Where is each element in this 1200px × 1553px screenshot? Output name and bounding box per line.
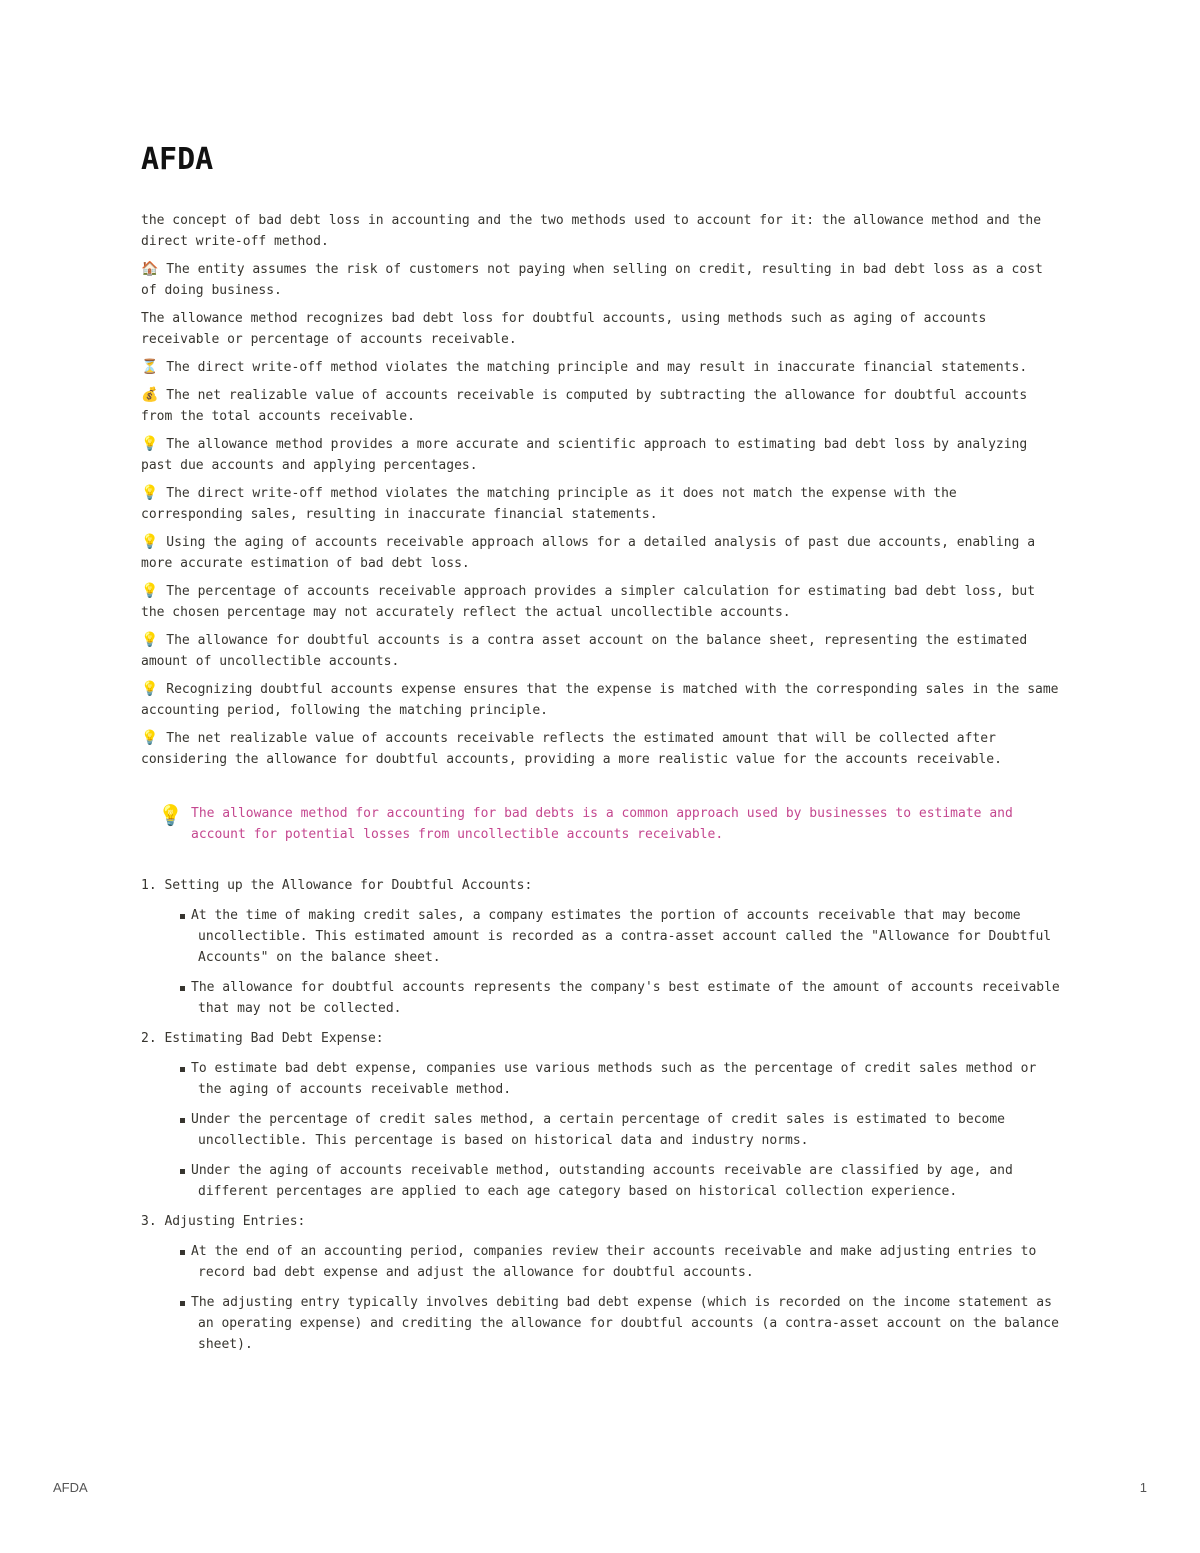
document-body xyxy=(141,140,1066,1364)
paragraph xyxy=(141,728,1066,770)
paragraph-text: The allowance method recognizes bad debt loss for doubtful accounts, using methods such as aging of accounts receivable or percentage of accounts receivable. xyxy=(141,311,987,347)
paragraph xyxy=(141,679,1066,721)
step-2 xyxy=(141,1028,1066,1202)
lightbulb-icon: 💡 xyxy=(141,583,159,599)
list-item xyxy=(181,1058,1066,1100)
list-item xyxy=(181,977,1066,1019)
hourglass-icon: ⏳ xyxy=(141,359,159,375)
list-item-text: The allowance for doubtful accounts represents the company's best estimate of the amount of accounts receivable that may not be collected. xyxy=(191,980,1060,1016)
list-item-text: Under the aging of accounts receivable method, outstanding accounts receivable are classified by age, and different percentages are applied to each age category based on historical collection experience. xyxy=(191,1163,1013,1199)
numbered-steps xyxy=(141,875,1066,1355)
list-item-text: At the time of making credit sales, a company estimates the portion of accounts receivable that may become uncollectible. This estimated amount is recorded as a contra-asset account called the "Allowance for Doubtful Accounts" on the balance sheet. xyxy=(191,908,1052,965)
list-item-text: To estimate bad debt expense, companies use various methods such as the percentage of credit sales method or the aging of accounts receivable method. xyxy=(191,1061,1037,1097)
list-item xyxy=(181,905,1066,968)
paragraph xyxy=(141,357,1066,378)
lightbulb-icon: 💡 xyxy=(141,534,159,550)
footer-page-number: 1 xyxy=(1139,1480,1147,1495)
step-heading: 3. Adjusting Entries: xyxy=(141,1214,306,1229)
paragraph-text: The entity assumes the risk of customers not paying when selling on credit, resulting in bad debt loss as a cost of doing business. xyxy=(141,262,1043,298)
house-icon: 🏠 xyxy=(141,261,159,277)
paragraph-text: The allowance for doubtful accounts is a contra asset account on the balance sheet, representing the estimated amount of uncollectible accounts. xyxy=(141,633,1028,669)
paragraph xyxy=(141,434,1066,476)
bullet-list xyxy=(141,905,1066,1019)
paragraph-text: The percentage of accounts receivable approach provides a simpler calculation for estimating bad debt loss, but the chosen percentage may not accurately reflect the actual uncollectible accounts. xyxy=(141,584,1036,620)
paragraph xyxy=(141,483,1066,525)
paragraph xyxy=(141,581,1066,623)
step-1 xyxy=(141,875,1066,1019)
callout-text: The allowance method for accounting for bad debts is a common approach used by businesses to estimate and account for potential losses from uncollectible accounts receivable. xyxy=(191,806,1013,842)
paragraph-text: The allowance method provides a more accurate and scientific approach to estimating bad debt loss by analyzing past due accounts and applying percentages. xyxy=(141,437,1028,473)
paragraph-text: The direct write-off method violates the matching principle as it does not match the expense with the corresponding sales, resulting in inaccurate financial statements. xyxy=(141,486,957,522)
paragraph-text: the concept of bad debt loss in accounting and the two methods used to account for it: the allowance method and the direct write-off method. xyxy=(141,213,1042,249)
paragraph xyxy=(141,630,1066,672)
bullet-list xyxy=(141,1058,1066,1202)
list-item xyxy=(181,1160,1066,1202)
step-3 xyxy=(141,1211,1066,1355)
lightbulb-icon: 💡 xyxy=(158,803,183,827)
paragraph-list xyxy=(141,210,1066,770)
page-title: AFDA xyxy=(141,142,214,177)
list-item-text: At the end of an accounting period, companies review their accounts receivable and make adjusting entries to record bad debt expense and adjust the allowance for doubtful accounts. xyxy=(191,1244,1037,1280)
list-item xyxy=(181,1241,1066,1283)
list-item xyxy=(181,1109,1066,1151)
callout xyxy=(141,803,1066,845)
footer-document-title: AFDA xyxy=(53,1480,88,1495)
list-item xyxy=(181,1292,1066,1355)
lightbulb-icon: 💡 xyxy=(141,632,159,648)
bullet-list xyxy=(141,1241,1066,1355)
paragraph-text: The net realizable value of accounts receivable reflects the estimated amount that will be collected after considering the allowance for doubtful accounts, providing a more realistic value for the accounts receivable. xyxy=(141,731,1002,767)
paragraph xyxy=(141,532,1066,574)
money-bag-icon: 💰 xyxy=(141,387,159,403)
lightbulb-icon: 💡 xyxy=(141,436,159,452)
paragraph-text: The net realizable value of accounts receivable is computed by subtracting the allowance for doubtful accounts from the total accounts receivable. xyxy=(141,388,1028,424)
step-heading: 2. Estimating Bad Debt Expense: xyxy=(141,1031,384,1046)
paragraph xyxy=(141,308,1066,350)
list-item-text: Under the percentage of credit sales method, a certain percentage of credit sales is estimated to become uncollectible. This percentage is based on historical data and industry norms. xyxy=(191,1112,1005,1148)
paragraph-text: Recognizing doubtful accounts expense ensures that the expense is matched with the corresponding sales in the same accounting period, following the matching principle. xyxy=(141,682,1059,718)
paragraph xyxy=(141,210,1066,252)
list-item-text: The adjusting entry typically involves debiting bad debt expense (which is recorded on the income statement as an operating expense) and crediting the allowance for doubtful accounts (a contra-asset account on the balance sheet). xyxy=(191,1295,1059,1352)
paragraph-text: Using the aging of accounts receivable approach allows for a detailed analysis of past due accounts, enabling a more accurate estimation of bad debt loss. xyxy=(141,535,1036,571)
paragraph xyxy=(141,385,1066,427)
paragraph xyxy=(141,259,1066,301)
lightbulb-icon: 💡 xyxy=(141,681,159,697)
lightbulb-icon: 💡 xyxy=(141,485,159,501)
lightbulb-icon: 💡 xyxy=(141,730,159,746)
step-heading: 1. Setting up the Allowance for Doubtful Accounts: xyxy=(141,878,533,893)
paragraph-text: The direct write-off method violates the matching principle and may result in inaccurate financial statements. xyxy=(166,360,1028,375)
